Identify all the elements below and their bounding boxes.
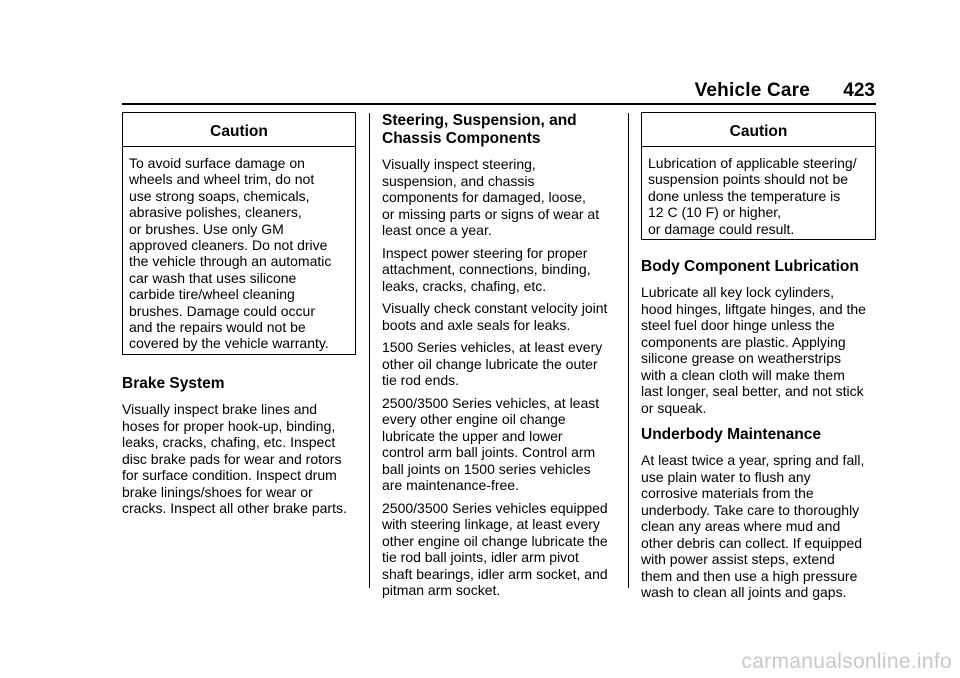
steering-paragraph-5: 2500/3500 Series vehicles, at least every other engine oil change lubricate the upper and lower control arm ball joints. Control arm ball joints on 1500 series vehicles are maintenance-free. bbox=[382, 394, 600, 493]
page-header bbox=[122, 80, 876, 104]
steering-paragraph-6: 2500/3500 Series vehicles equipped with steering linkage, at least every other engine oil change lubricate the tie rod ball joints, idler arm pivot shaft bearings, idler arm socket, and pitman arm socket. bbox=[382, 499, 608, 598]
column-divider-2 bbox=[628, 113, 629, 588]
steering-suspension-heading: Steering, Suspension, and Chassis Components bbox=[382, 112, 577, 147]
steering-paragraph-4: 1500 Series vehicles, at least every other oil change lubricate the outer tie rod ends. bbox=[382, 339, 603, 388]
page-number: 423 bbox=[843, 80, 875, 101]
steering-paragraph-2: Inspect power steering for proper attachment, connections, binding, leaks, cracks, chafing, etc. bbox=[382, 244, 591, 294]
section-title: Vehicle Care bbox=[694, 80, 810, 101]
column-divider-1 bbox=[369, 113, 370, 588]
underbody-text: At least twice a year, spring and fall, use plain water to flush any corrosive materials from the underbody. Take care to thoroughly clean any areas where mud and other debris can collect. If equipped with power assist steps, extend them and then use a high pressure wash to clean all joints and gaps. bbox=[641, 452, 865, 600]
watermark: carmanualsonline.info bbox=[741, 650, 952, 673]
column-left bbox=[122, 112, 356, 517]
column-middle bbox=[382, 112, 618, 599]
steering-paragraph-1: Visually inspect steering, suspension, and chassis components for damaged, loose, or missing parts or signs of wear at least once a year. bbox=[382, 156, 600, 238]
underbody-heading: Underbody Maintenance bbox=[641, 426, 821, 443]
caution-box-wheels bbox=[122, 112, 356, 355]
caution-text: Lubrication of applicable steering/ suspension points should not be done unless the temperature is 12 C (10 F) or higher, or damage could result. bbox=[648, 155, 857, 237]
caution-title: Caution bbox=[642, 113, 875, 147]
caution-text: To avoid surface damage on wheels and wheel trim, do not use strong soaps, chemicals, abrasive polishes, cleaners, or brushes. Use only GM approved cleaners. Do not drive the vehicle through an automatic car wash that uses silicone carbide tire/wheel cleaning brushes. Damage could occur and the repairs would not be covered by the vehicle warranty. bbox=[129, 155, 332, 352]
brake-system-text: Visually inspect brake lines and hoses for proper hook-up, binding, leaks, cracks, chafing, etc. Inspect disc brake pads for wear and rotors for surface condition. Inspect drum brake linings/shoes for wear or cracks. Inspect all other brake parts. bbox=[122, 401, 347, 516]
caution-title: Caution bbox=[123, 113, 355, 147]
column-right bbox=[641, 112, 876, 601]
caution-box-lubrication bbox=[641, 112, 876, 240]
body-lubrication-heading: Body Component Lubrication bbox=[641, 258, 859, 275]
brake-system-heading: Brake System bbox=[122, 375, 225, 392]
header-rule bbox=[122, 103, 876, 105]
body-lubrication-text: Lubricate all key lock cylinders, hood hinges, liftgate hinges, and the steel fuel door hinge unless the components are plastic. Applying silicone grease on weatherstrips with a clean cloth will make them last longer, seal better, and not stick or squeak. bbox=[641, 284, 866, 416]
steering-paragraph-3: Visually check constant velocity joint boots and axle seals for leaks. bbox=[382, 300, 608, 333]
